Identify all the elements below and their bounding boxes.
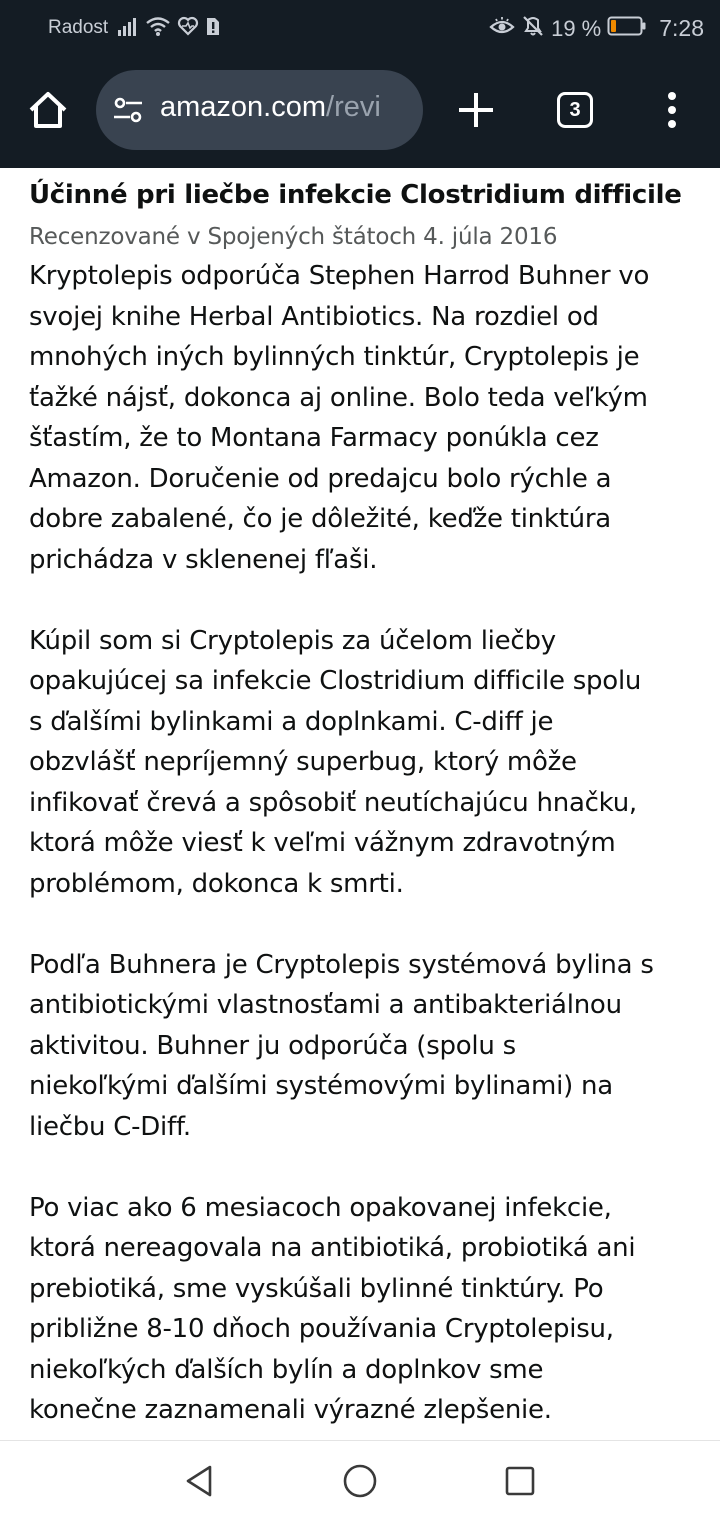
new-tab-button[interactable] xyxy=(456,90,496,130)
url-path: /revi xyxy=(326,91,381,123)
battery-icon xyxy=(607,15,647,42)
review-text-line: ktorá nereagovala na antibiotiká, probiotiká ani xyxy=(29,1233,636,1263)
site-settings-icon xyxy=(112,96,144,124)
review-text-line: svojej knihe Herbal Antibiotics. Na rozdiel od xyxy=(29,301,599,332)
review-text-line: Kúpil som si Cryptolepis za účelom liečby xyxy=(29,625,556,656)
clock: 7:28 xyxy=(659,15,704,41)
tabs-button[interactable] xyxy=(557,92,593,128)
home-button[interactable] xyxy=(26,88,70,132)
review-text-line: mnohých iných bylinných tinktúr, Cryptolepis je xyxy=(29,342,640,372)
recents-button[interactable] xyxy=(502,1463,538,1499)
review-text-line: Po viac ako 6 mesiacoch opakovanej infekcie, xyxy=(29,1192,612,1223)
back-icon xyxy=(182,1463,218,1499)
carrier-name: Radost xyxy=(48,17,109,38)
review-text-line: ktorá môže viesť k veľmi vážnym zdravotným xyxy=(29,828,616,858)
recents-icon xyxy=(502,1463,538,1499)
review-text-line: ťažké nájsť, dokonca aj online. Bolo teda veľkým xyxy=(29,382,648,413)
review-paragraph xyxy=(29,256,699,580)
review-text-line: prebiotiká, sme vyskúšali bylinné tinktúry. Po xyxy=(29,1273,604,1304)
system-nav-bar xyxy=(0,1440,720,1520)
back-button[interactable] xyxy=(182,1463,218,1499)
mute-icon xyxy=(521,14,545,43)
review-text-line: niekoľkých ďalších bylín a doplnkov sme xyxy=(29,1354,544,1385)
review-meta: Recenzované v Spojených štátoch 4. júla 2016 xyxy=(29,224,558,250)
review-text-line: opakujúcej sa infekcie Clostridium difficile spolu xyxy=(29,666,642,696)
review-text-line: s ďalšími bylinkami a doplnkami. C-diff je xyxy=(29,706,554,737)
eye-comfort-icon xyxy=(489,15,515,42)
review-text-line: obzvlášť nepríjemný superbug, ktorý môže xyxy=(29,747,577,777)
review-text-line: liečbu C-Diff. xyxy=(29,1111,191,1142)
review-text-line: šťastím, že to Montana Farmacy ponúkla cez xyxy=(29,423,599,453)
review-text-line: Podľa Buhnera je Cryptolepis systémová bylina s xyxy=(29,949,654,980)
heart-monitor-icon xyxy=(177,15,199,42)
review-paragraph xyxy=(29,1188,699,1431)
status-bar xyxy=(0,0,720,56)
site-settings-button[interactable] xyxy=(112,96,144,124)
review-text-line: infikovať črevá a spôsobiť neutíchajúcu hnačku, xyxy=(29,787,637,818)
plus-icon xyxy=(456,90,496,130)
more-vert-icon xyxy=(660,88,684,132)
url-host: amazon.com xyxy=(160,91,327,123)
review-title[interactable]: Účinné pri liečbe infekcie Clostridium difficile xyxy=(29,180,682,210)
review-text-line: konečne zaznamenali výrazné zlepšenie. xyxy=(29,1395,552,1425)
review-text-line: problémom, dokonca k smrti. xyxy=(29,868,404,899)
review-text-line: niekoľkými ďalšími systémovými bylinami) na xyxy=(29,1071,613,1101)
url-text[interactable] xyxy=(160,91,381,124)
wifi-icon xyxy=(145,15,171,42)
review-paragraph xyxy=(29,621,699,905)
review-paragraph xyxy=(29,945,699,1148)
home-nav-button[interactable] xyxy=(342,1463,378,1499)
review-text-line: Amazon. Doručenie od predajcu bolo rýchle a xyxy=(29,463,612,494)
browser-toolbar xyxy=(0,56,720,168)
signal-icon xyxy=(117,15,139,42)
tab-count: 3 xyxy=(569,98,581,121)
more-menu-button[interactable] xyxy=(660,88,684,132)
review-text-line: dobre zabalené, čo je dôležité, keďže tinktúra xyxy=(29,504,611,534)
review-text-line: približne 8-10 dňoch používania Cryptolepisu, xyxy=(29,1314,614,1344)
home-icon xyxy=(26,88,70,132)
review-text-line: prichádza v sklenenej fľaši. xyxy=(29,544,378,575)
home-circle-icon xyxy=(342,1463,378,1499)
review-text-line: aktivitou. Buhner ju odporúča (spolu s xyxy=(29,1030,516,1061)
sim-alert-icon xyxy=(205,15,221,42)
review-text-line: Kryptolepis odporúča Stephen Harrod Buhner vo xyxy=(29,261,650,291)
review-text-line: antibiotickými vlastnosťami a antibakteriálnou xyxy=(29,990,622,1020)
battery-percent: 19 % xyxy=(551,15,602,41)
review-body xyxy=(29,256,699,1440)
page-content xyxy=(0,168,720,1440)
address-bar[interactable] xyxy=(96,70,423,150)
